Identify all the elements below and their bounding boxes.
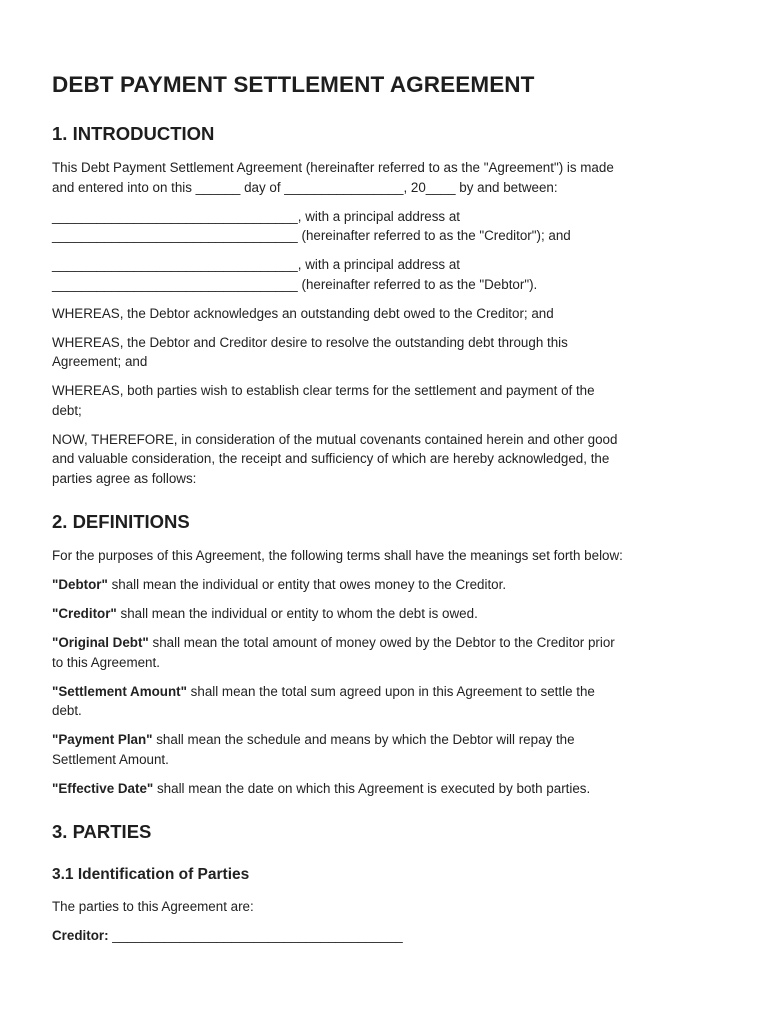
whereas-clause-1: WHEREAS, the Debtor acknowledges an outstanding debt owed to the Creditor; and (52, 305, 554, 321)
definition-term: "Creditor" (52, 606, 117, 621)
section-heading-definitions: 2. DEFINITIONS (52, 511, 190, 532)
definition-creditor: "Creditor" shall mean the individual or entity to whom the debt is owed. (52, 606, 478, 621)
definition-term: "Payment Plan" (52, 732, 153, 747)
creditor-label: Creditor: (52, 928, 109, 943)
definition-term: "Original Debt" (52, 635, 149, 650)
document-title: DEBT PAYMENT SETTLEMENT AGREEMENT (52, 72, 535, 97)
definition-term: "Settlement Amount" (52, 683, 187, 699)
section-heading-parties: 3. PARTIES (52, 821, 152, 842)
now-therefore-clause: NOW, THEREFORE, in consideration of the mutual covenants contained herein and other good and valuable consideration, the receipt and sufficiency of which are hereby acknowledged, the parties agree as follows: (52, 431, 618, 486)
debtor-party-paragraph: _________________________________, with a principal address at _________________________________ (hereinafter referred to as the "Debtor"). (52, 257, 538, 292)
definition-term: "Effective Date" (52, 780, 154, 796)
creditor-signature-line (52, 926, 722, 946)
document-body (52, 70, 722, 946)
intro-paragraph: This Debt Payment Settlement Agreement (hereinafter referred to as the "Agreement") is made and entered into on this ______ day of ________________, 20____ by and between: (52, 160, 614, 195)
creditor-party-paragraph: _________________________________, with a principal address at _________________________________ (hereinafter referred to as the "Creditor"); and (52, 208, 571, 243)
definitions-lead: For the purposes of this Agreement, the following terms shall have the meanings set forth below: (52, 548, 623, 563)
definition-debtor: "Debtor" shall mean the individual or entity that owes money to the Creditor. (52, 577, 507, 592)
creditor-blank-field: _______________________________________ (108, 928, 403, 943)
subsection-heading-identification: 3.1 Identification of Parties (52, 866, 250, 883)
definition-settlement-amount: "Settlement Amount" shall mean the total sum agreed upon in this Agreement to settle the debt. (52, 683, 595, 718)
definition-effective-date: "Effective Date" shall mean the date on which this Agreement is executed by both parties. (52, 780, 591, 796)
whereas-clause-2: WHEREAS, the Debtor and Creditor desire to resolve the outstanding debt through this Agreement; and (52, 334, 568, 369)
definition-term: "Debtor" (52, 577, 108, 592)
definition-original-debt: "Original Debt" shall mean the total amount of money owed by the Debtor to the Creditor prior to this Agreement. (52, 635, 615, 670)
definition-payment-plan: "Payment Plan" shall mean the schedule and means by which the Debtor will repay the Settlement Amount. (52, 732, 575, 767)
section-heading-introduction: 1. INTRODUCTION (52, 123, 215, 144)
whereas-clause-3: WHEREAS, both parties wish to establish clear terms for the settlement and payment of the debt; (52, 383, 595, 418)
parties-lead: The parties to this Agreement are: (52, 899, 254, 914)
